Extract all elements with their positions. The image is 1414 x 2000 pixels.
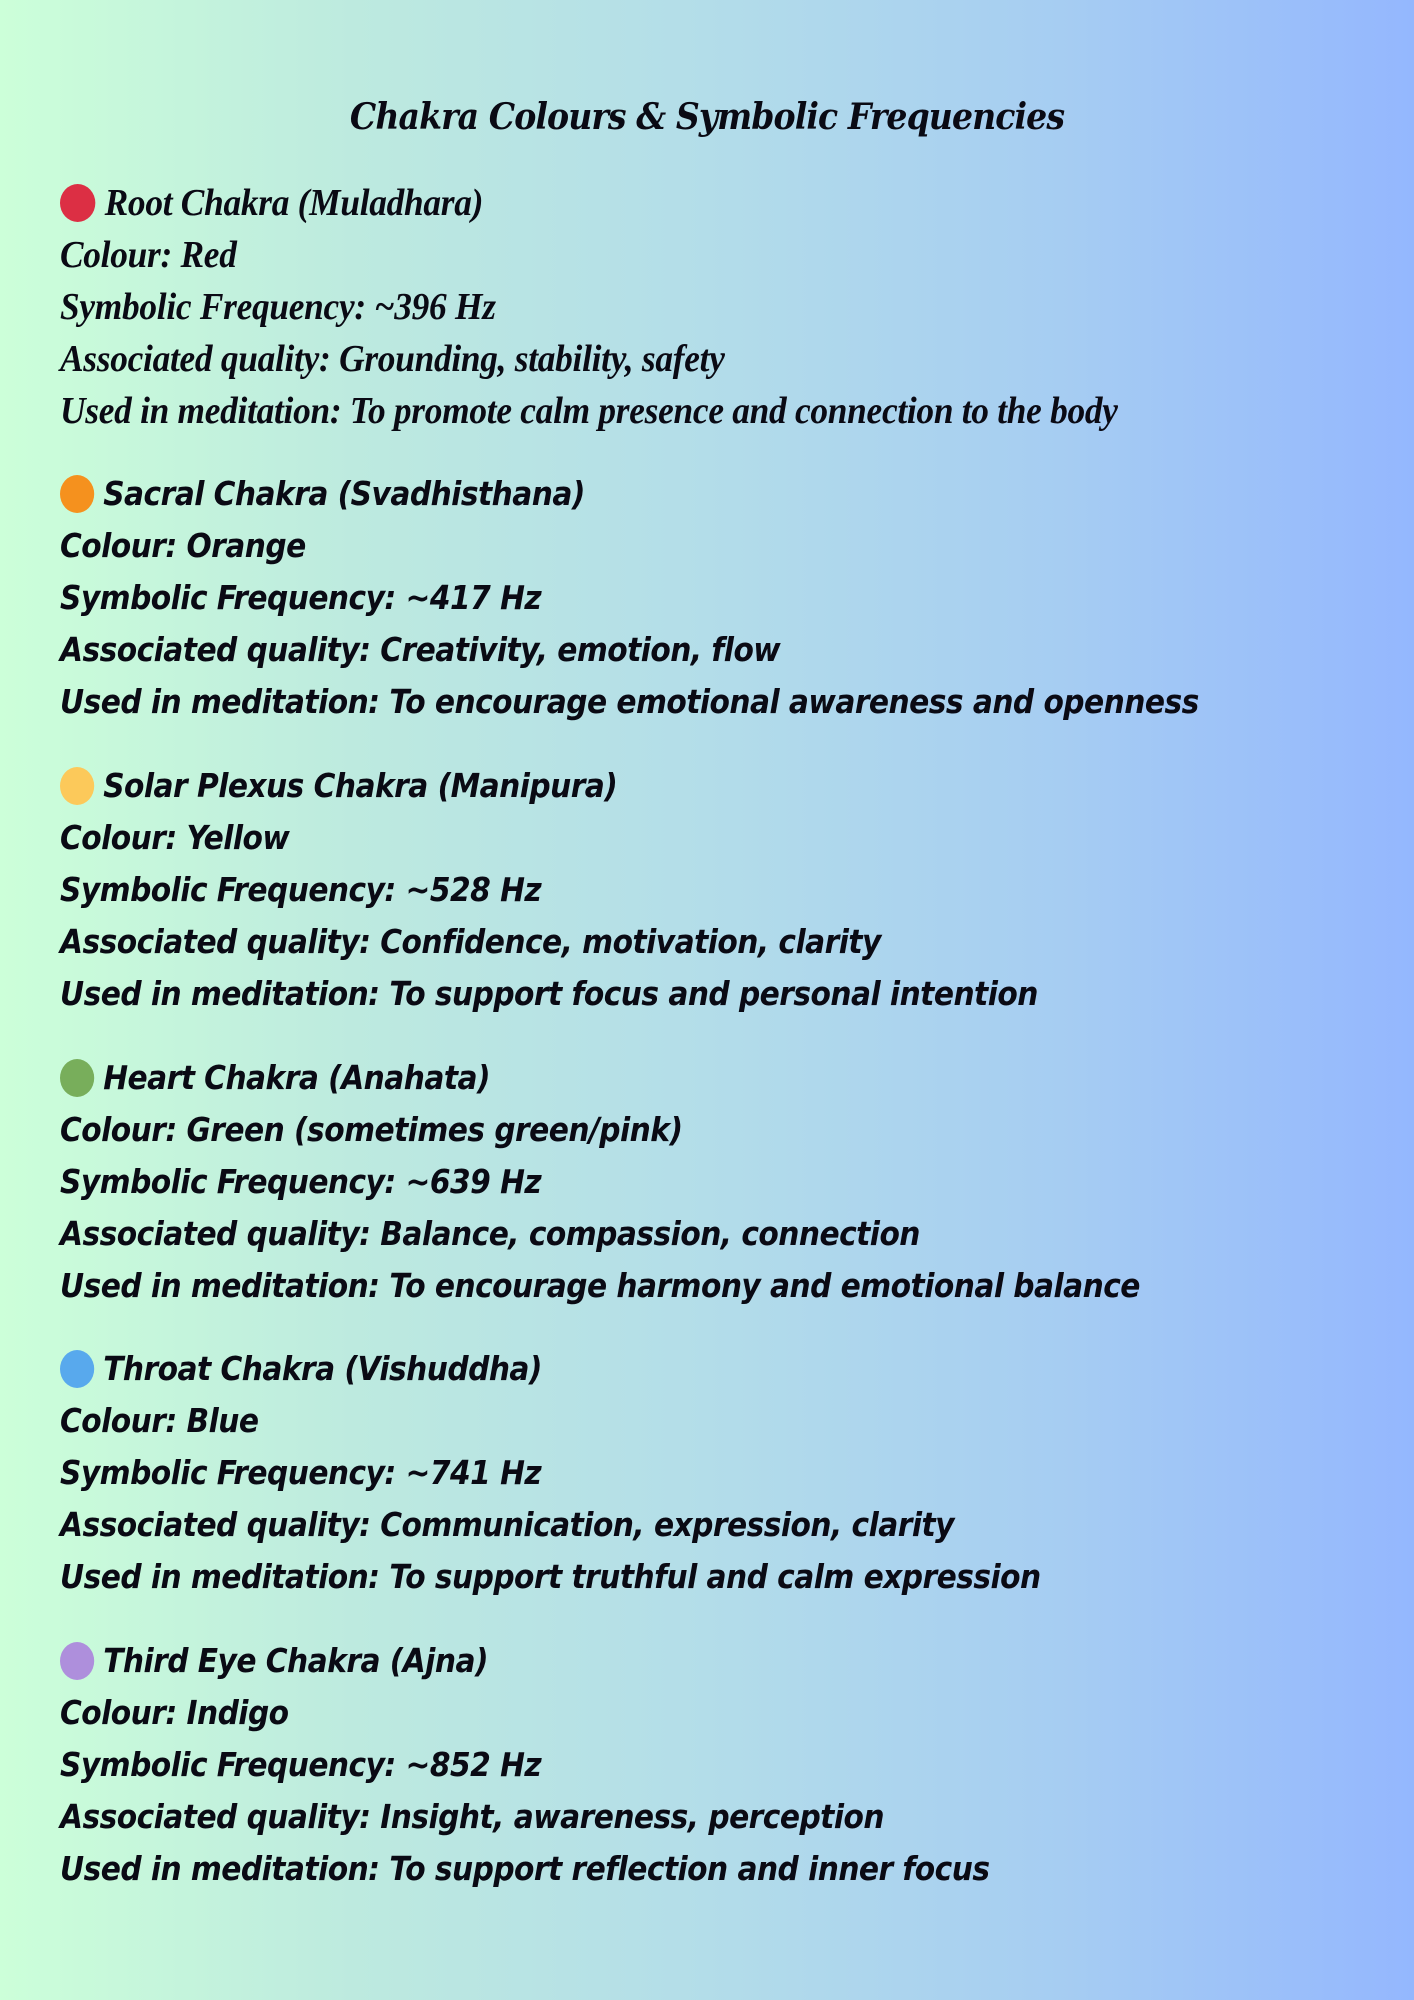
red-circle-icon bbox=[60, 184, 95, 222]
chakra-colour: Colour: Red bbox=[60, 234, 237, 276]
chakra-frequency: Symbolic Frequency: ~741 Hz bbox=[60, 1453, 542, 1492]
chakra-quality: Associated quality: Insight, awareness, perception bbox=[60, 1797, 884, 1836]
chakra-meditation: Used in meditation: To encourage harmony and emotional balance bbox=[60, 1266, 1140, 1305]
chakra-heading bbox=[60, 177, 1118, 229]
chakra-section-solar-plexus bbox=[60, 760, 1146, 1020]
chakra-name: Throat Chakra (Vishuddha) bbox=[103, 1349, 542, 1388]
chakra-heading bbox=[60, 1635, 989, 1687]
yellow-circle-icon bbox=[60, 767, 94, 805]
chakra-colour: Colour: Yellow bbox=[60, 818, 290, 857]
blue-circle-icon bbox=[60, 1350, 94, 1388]
chakra-meditation: Used in meditation: To support focus and personal intention bbox=[60, 974, 1038, 1013]
chakra-quality: Associated quality: Creativity, emotion, flow bbox=[60, 630, 781, 669]
chakra-heading bbox=[60, 760, 1038, 812]
chakra-heading bbox=[60, 1052, 1140, 1104]
chakra-section-root bbox=[60, 177, 1197, 437]
chakra-meditation: Used in meditation: To support truthful and calm expression bbox=[60, 1557, 1041, 1596]
chakra-section-heart bbox=[60, 1052, 1260, 1312]
chakra-quality: Associated quality: Communication, expression, clarity bbox=[60, 1505, 954, 1544]
chakra-name: Heart Chakra (Anahata) bbox=[103, 1058, 491, 1097]
chakra-meditation: Used in meditation: To support reflection and inner focus bbox=[60, 1849, 990, 1888]
chakra-name: Root Chakra (Muladhara) bbox=[104, 182, 484, 224]
page-title: Chakra Colours & Symbolic Frequencies bbox=[349, 96, 1065, 138]
chakra-quality: Associated quality: Balance, compassion, connection bbox=[60, 1214, 920, 1253]
chakra-heading bbox=[60, 1343, 1041, 1395]
chakra-frequency: Symbolic Frequency: ~639 Hz bbox=[60, 1162, 542, 1201]
purple-circle-icon bbox=[60, 1642, 94, 1680]
chakra-colour: Colour: Green (sometimes green/pink) bbox=[60, 1110, 683, 1149]
green-circle-icon bbox=[60, 1059, 94, 1097]
chakra-frequency: Symbolic Frequency: ~396 Hz bbox=[60, 286, 496, 328]
chakra-meditation: Used in meditation: To promote calm presence and connection to the body bbox=[60, 390, 1118, 432]
chakra-meditation: Used in meditation: To encourage emotional awareness and openness bbox=[60, 682, 1199, 721]
chakra-frequency: Symbolic Frequency: ~417 Hz bbox=[60, 578, 542, 617]
chakra-colour: Colour: Blue bbox=[60, 1401, 259, 1440]
chakra-colour: Colour: Orange bbox=[60, 526, 306, 565]
chakra-colour: Colour: Indigo bbox=[60, 1693, 289, 1732]
chakra-name: Solar Plexus Chakra (Manipura) bbox=[103, 766, 618, 805]
chakra-quality: Associated quality: Confidence, motivation, clarity bbox=[60, 922, 881, 961]
chakra-section-third-eye bbox=[60, 1635, 1093, 1895]
chakra-section-throat bbox=[60, 1343, 1150, 1603]
chakra-section-sacral bbox=[60, 468, 1325, 728]
chakra-quality: Associated quality: Grounding, stability, safety bbox=[60, 338, 725, 380]
chakra-frequency: Symbolic Frequency: ~528 Hz bbox=[60, 870, 542, 909]
chakra-frequency: Symbolic Frequency: ~852 Hz bbox=[60, 1745, 542, 1784]
chakra-name: Sacral Chakra (Svadhisthana) bbox=[103, 474, 585, 513]
chakra-heading bbox=[60, 468, 1199, 520]
chakra-name: Third Eye Chakra (Ajna) bbox=[103, 1641, 489, 1680]
orange-circle-icon bbox=[60, 475, 94, 513]
